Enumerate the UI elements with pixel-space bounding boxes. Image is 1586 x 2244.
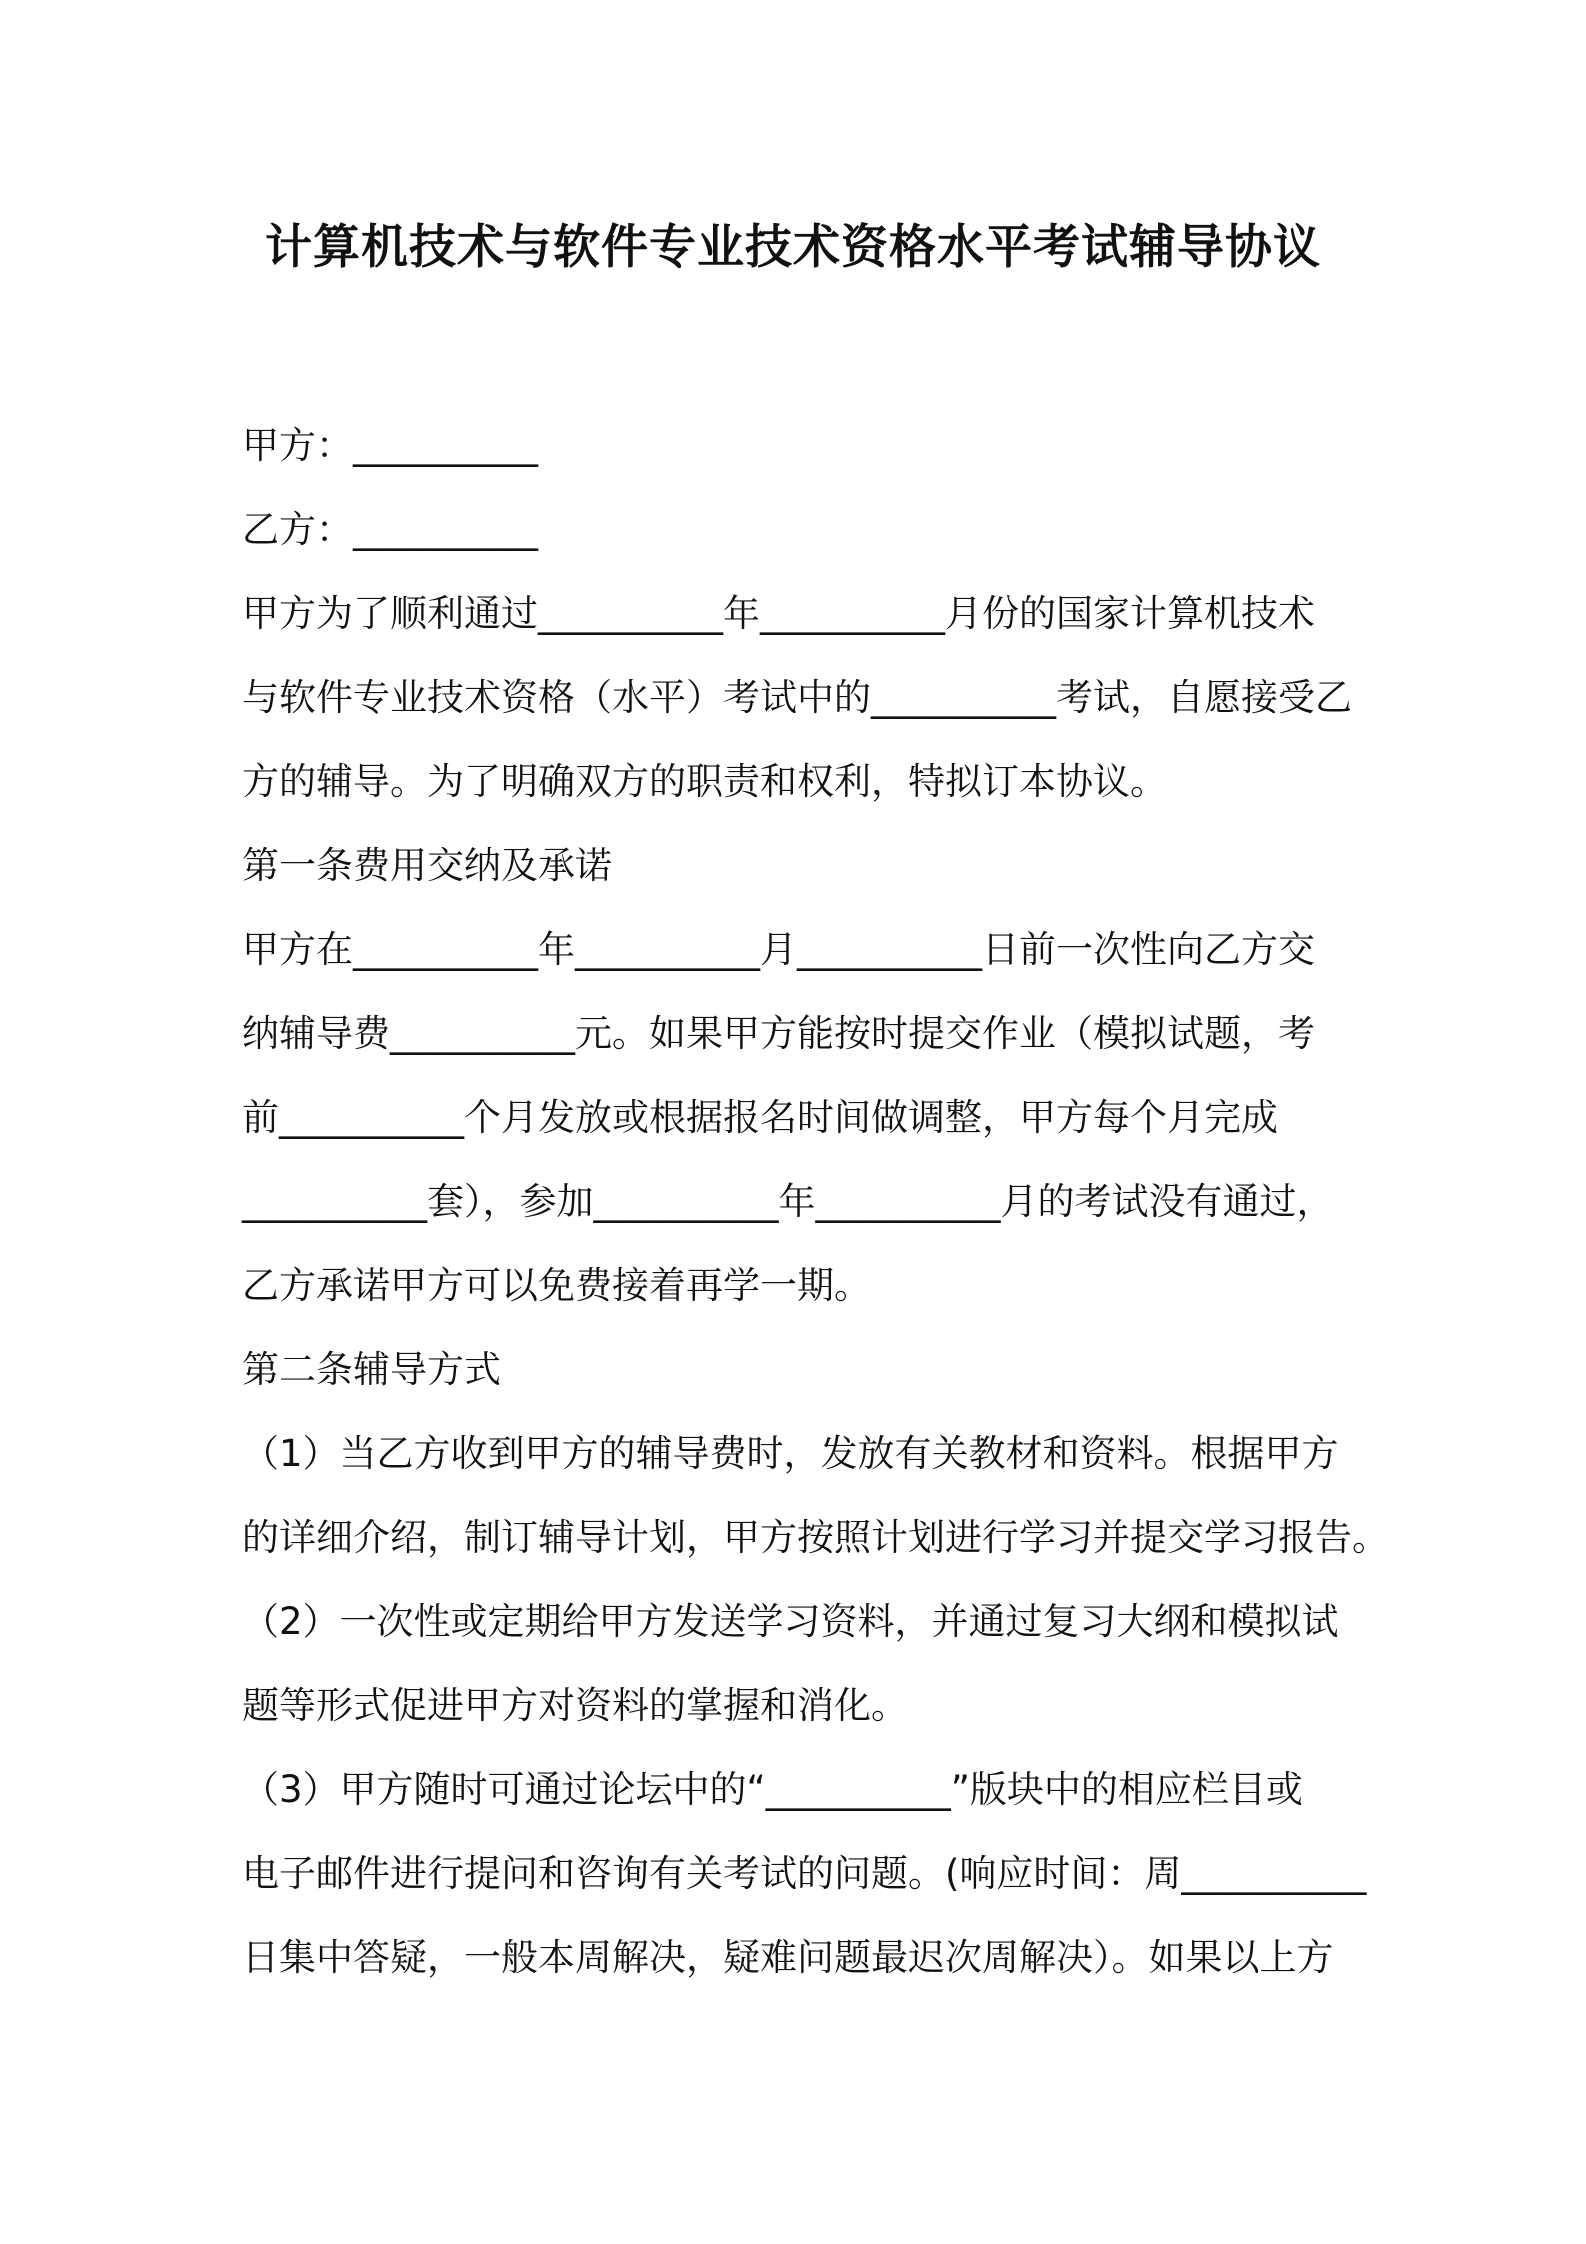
article-2-item-1-line-2: 的详细介绍，制订辅导计划，甲方按照计划进行学习并提交学习报告。 [242, 1516, 1389, 1559]
article-1-line-5: 乙方承诺甲方可以免费接着再学一期。 [242, 1264, 871, 1307]
article-1-line-2: 纳辅导费__________元。如果甲方能按时提交作业（模拟试题，考 [242, 1012, 1315, 1055]
party-b-line: 乙方：__________ [242, 508, 538, 551]
intro-line-3: 方的辅导。为了明确双方的职责和权利，特拟订本协议。 [242, 760, 1167, 803]
article-1-heading: 第一条费用交纳及承诺 [242, 844, 612, 887]
article-1-line-4: __________套），参加__________年__________月的考试没有通过， [242, 1180, 1334, 1223]
intro-line-2: 与软件专业技术资格（水平）考试中的__________考试，自愿接受乙 [242, 676, 1352, 719]
document-title: 计算机技术与软件专业技术资格水平考试辅导协议 [265, 220, 1321, 275]
party-a-line: 甲方：__________ [242, 424, 538, 467]
article-2-item-3-line-3: 日集中答疑，一般本周解决，疑难问题最迟次周解决）。如果以上方 [242, 1936, 1334, 1979]
document-body [242, 404, 1389, 2000]
article-2-item-2-line-1: （2）一次性或定期给甲方发送学习资料，并通过复习大纲和模拟试 [242, 1600, 1339, 1643]
article-2-item-3-line-1: （3）甲方随时可通过论坛中的“__________”版块中的相应栏目或 [242, 1768, 1303, 1811]
article-2-item-1-line-1: （1）当乙方收到甲方的辅导费时，发放有关教材和资料。根据甲方 [242, 1432, 1339, 1475]
intro-line-1: 甲方为了顺利通过__________年__________月份的国家计算机技术 [242, 592, 1315, 635]
article-1-line-1: 甲方在__________年__________月__________日前一次性向乙方交 [242, 928, 1315, 971]
article-2-item-3-line-2: 电子邮件进行提问和咨询有关考试的问题。(响应时间：周__________ [242, 1852, 1367, 1895]
article-2-heading: 第二条辅导方式 [242, 1348, 501, 1391]
article-1-line-3: 前__________个月发放或根据报名时间做调整，甲方每个月完成 [242, 1096, 1278, 1139]
article-2-item-2-line-2: 题等形式促进甲方对资料的掌握和消化。 [242, 1684, 908, 1727]
